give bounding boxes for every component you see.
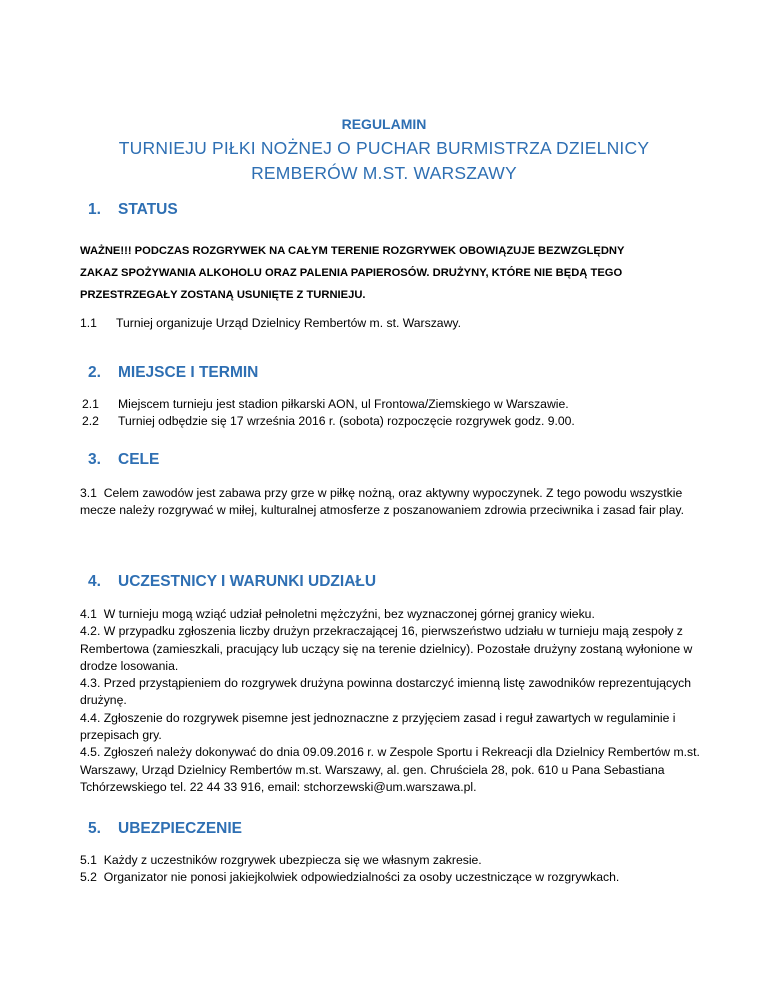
section-heading-insurance xyxy=(88,820,242,838)
section-number: 1. xyxy=(88,201,101,218)
section-items-insurance xyxy=(80,852,720,887)
item-text: Turniej organizuje Urząd Dzielnicy Rembertów m. st. Warszawy. xyxy=(116,316,461,330)
item-number: 4.5. xyxy=(80,745,101,760)
list-item xyxy=(80,315,720,332)
item-text: Zgłoszeń należy dokonywać do dnia 09.09.2016 r. w Zespole Sportu i Rekreacji dla Dzielnicy Rembertów m.st. Warszawy, Urząd Dzielnicy Rembertów m.st. Warszawy, al. gen. Chruściela 28, pok. 610 u Pana Sebastiana Tchórzewskiego tel. 22 44 33 916, email: stchorzewski@um.warszawa.pl. xyxy=(80,745,700,794)
section-title: CELE xyxy=(118,451,160,468)
item-text: W turnieju mogą wziąć udział pełnoletni mężczyźni, bez wyznaczonej górnej granicy wieku. xyxy=(103,607,595,621)
section-title: STATUS xyxy=(118,201,178,218)
list-item xyxy=(80,675,720,710)
item-number: 2.1 xyxy=(82,397,99,411)
list-item xyxy=(80,852,720,869)
item-text: Każdy z uczestników rozgrywek ubezpiecza się we własnym zakresie. xyxy=(103,853,482,867)
section-heading-status xyxy=(88,201,178,219)
item-text: Przed przystąpieniem do rozgrywek drużyna powinna dostarczyć imienną listę zawodników reprezentujących drużynę. xyxy=(80,676,692,708)
item-number: 5.2 xyxy=(80,870,97,885)
section-title: UBEZPIECZENIE xyxy=(118,820,243,837)
section-number: 2. xyxy=(88,364,101,381)
document-label: REGULAMIN xyxy=(341,116,427,132)
item-text: W przypadku zgłoszenia liczby drużyn przekraczającej 16, pierwszeństwo udziału w turnieju mają zespoły z Rembertowa (zamieszkali, pracujący lub uczący się na terenie dzielnicy). Pozostałe drużyny zostaną wyłonione w drodze losowania. xyxy=(80,624,693,673)
list-item xyxy=(80,869,720,886)
list-item xyxy=(82,396,722,413)
item-text: Celem zawodów jest zabawa przy grze w piłkę nożną, oraz aktywny wypoczynek. Z tego powodu wszystkie mecze należy rozgrywać w miłej, kulturalnej atmosferze z poszanowaniem zdrowia przeciwnika i zasad fair play. xyxy=(80,486,684,518)
warning-line: WAŻNE!!! PODCZAS ROZGRYWEK NA CAŁYM TERENIE ROZGRYWEK OBOWIĄZUJE BEZWZGLĘDNY xyxy=(80,245,625,257)
section-heading-goals xyxy=(88,451,159,469)
section-heading-location xyxy=(88,364,258,382)
item-text: Zgłoszenie do rozgrywek pisemne jest jednoznaczne z przyjęciem zasad i reguł zawartych w regulaminie i przepisach gry. xyxy=(80,710,676,743)
list-item xyxy=(80,485,720,520)
section-title: UCZESTNICY I WARUNKI UDZIAŁU xyxy=(118,573,377,590)
list-item xyxy=(80,744,720,796)
document-title-line-2: REMBERÓW M.ST. WARSZAWY xyxy=(251,163,517,183)
list-item xyxy=(82,413,722,430)
item-number: 2.2 xyxy=(82,414,99,429)
warning-notice xyxy=(80,240,720,306)
item-number: 1.1 xyxy=(80,316,97,330)
item-number: 3.1 xyxy=(80,486,97,500)
section-heading-participants xyxy=(88,573,376,591)
item-number: 4.1 xyxy=(80,607,97,621)
warning-line: ZAKAZ SPOŻYWANIA ALKOHOLU ORAZ PALENIA PAPIEROSÓW. DRUŻYNY, KTÓRE NIE BĘDĄ TEGO xyxy=(80,267,623,279)
section-number: 3. xyxy=(88,451,101,468)
item-number: 4.4. xyxy=(80,710,101,725)
item-number: 4.2. xyxy=(80,624,101,639)
item-number: 5.1 xyxy=(80,853,97,867)
list-item xyxy=(80,710,720,745)
warning-line: PRZESTRZEGAŁY ZOSTANĄ USUNIĘTE Z TURNIEJU. xyxy=(80,289,366,301)
section-items-status xyxy=(80,315,720,332)
section-number: 5. xyxy=(88,820,101,837)
section-items-goals xyxy=(80,485,720,520)
item-text: Miejscem turnieju jest stadion piłkarski AON, ul Frontowa/Ziemskiego w Warszawie. xyxy=(118,397,569,411)
section-items-location xyxy=(82,396,722,431)
item-text: Turniej odbędzie się 17 września 2016 r. (sobota) rozpoczęcie rozgrywek godz. 9.00. xyxy=(118,414,575,429)
list-item xyxy=(80,623,720,675)
item-number: 4.3. xyxy=(80,676,101,691)
section-items-participants xyxy=(80,606,720,796)
document-title-line-1: TURNIEJU PIŁKI NOŻNEJ O PUCHAR BURMISTRZA DZIELNICY xyxy=(118,138,650,158)
section-number: 4. xyxy=(88,573,101,590)
item-text: Organizator nie ponosi jakiejkolwiek odpowiedzialności za osoby uczestniczące w rozgrywkach. xyxy=(103,870,620,885)
section-title: MIEJSCE I TERMIN xyxy=(118,364,259,381)
list-item xyxy=(80,606,720,623)
